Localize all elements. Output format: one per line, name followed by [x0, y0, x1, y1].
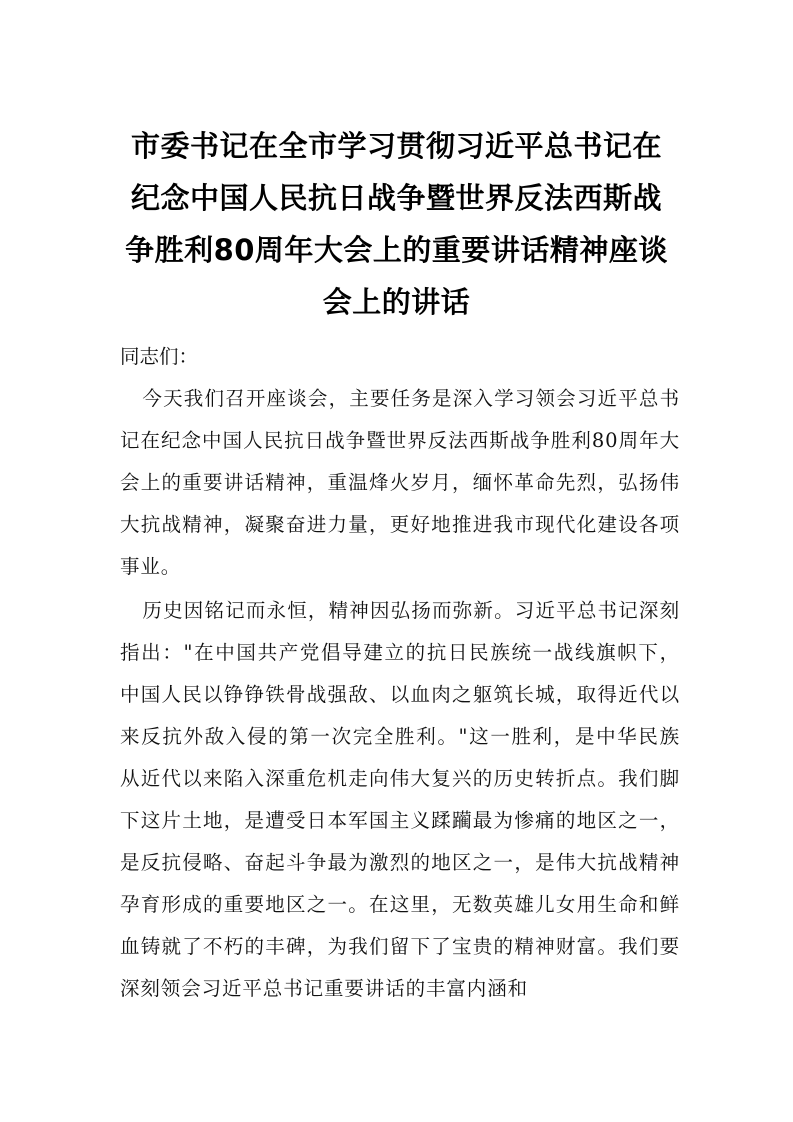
paragraph-1: 今天我们召开座谈会，主要任务是深入学习领会习近平总书记在纪念中国人民抗日战争暨世界反法西斯战争胜利80周年大会上的重要讲话精神，重温烽火岁月，缅怀革命先烈，弘扬伟大抗战精神，凝聚奋进力量，更好地推进我市现代化建设各项事业。	[120, 387, 680, 578]
document-title: 市委书记在全市学习贯彻习近平总书记在纪念中国人民抗日战争暨世界反法西斯战争胜利80周年大会上的重要讲话精神座谈会上的讲话	[125, 129, 668, 319]
document-body	[120, 336, 680, 1010]
paragraph-2: 历史因铭记而永恒，精神因弘扬而弥新。习近平总书记深刻指出："在中国共产党倡导建立的抗日民族统一战线旗帜下，中国人民以铮铮铁骨战强敌、以血肉之躯筑长城，取得近代以来反抗外敌入侵的第一次完全胜利。"这一胜利，是中华民族从近代以来陷入深重危机走向伟大复兴的历史转折点。我们脚下这片土地，是遭受日本军国主义蹂躏最为惨痛的地区之一，是反抗侵略、奋起斗争最为激烈的地区之一，是伟大抗战精神孕育形成的重要地区之一。在这里，无数英雄儿女用生命和鲜血铸就了不朽的丰碑，为我们留下了宝贵的精神财富。我们要深刻领会习近平总书记重要讲话的丰富内涵和	[120, 599, 680, 1000]
salutation: 同志们：	[120, 345, 199, 368]
